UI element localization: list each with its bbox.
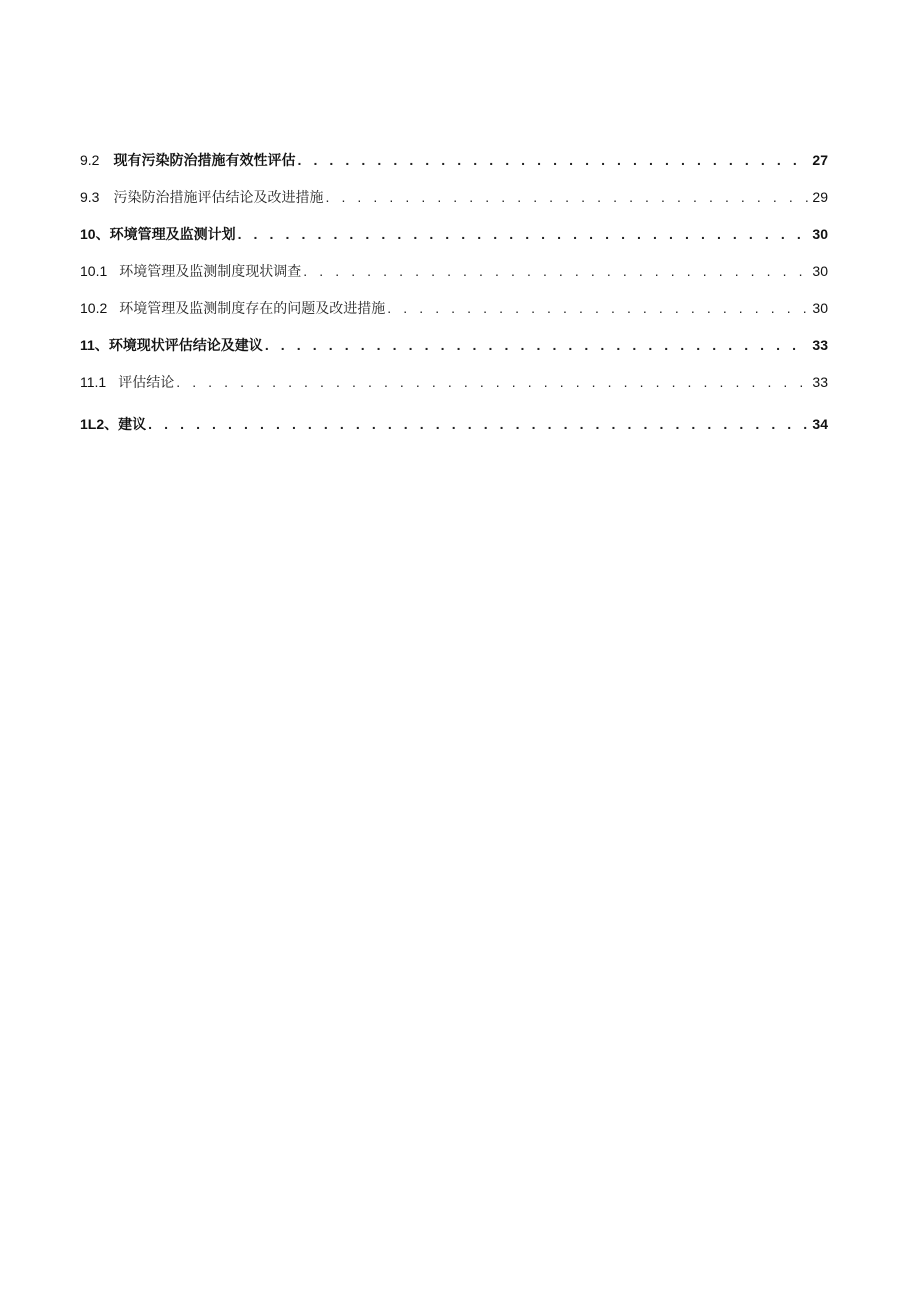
toc-entry-page: 33 [812, 337, 828, 353]
toc-entry-number: 9.3 [80, 189, 100, 205]
toc-entry-9-2[interactable] [80, 149, 828, 171]
toc-entry-number: 10、 [80, 226, 110, 242]
toc-entry-9-3[interactable] [80, 186, 828, 208]
table-of-contents [80, 149, 828, 435]
toc-entry-11-1[interactable] [80, 371, 828, 393]
toc-dot-leader [176, 371, 809, 393]
toc-entry-10[interactable] [80, 223, 828, 245]
toc-entry-title: 污染防治措施评估结论及改进措施 [113, 190, 324, 206]
toc-dot-leader [148, 413, 809, 435]
toc-entry-title: 环境管理及监测计划 [109, 227, 236, 243]
toc-entry-title: 环境管理及监测制度现状调查 [119, 264, 302, 280]
toc-entry-page: 30 [812, 263, 828, 279]
toc-entry-title: 环境管理及监测制度存在的问题及改进措施 [119, 301, 386, 317]
toc-entry-page: 30 [812, 300, 828, 316]
toc-entry-number: 9.2 [80, 152, 100, 168]
toc-entry-number: 10.1 [80, 263, 108, 279]
toc-entry-11[interactable] [80, 334, 828, 356]
toc-dot-leader [265, 334, 810, 356]
toc-entry-10-2[interactable] [80, 297, 828, 319]
toc-entry-11-2[interactable] [80, 413, 828, 435]
toc-dot-leader [238, 223, 810, 245]
toc-dot-leader [387, 297, 809, 319]
toc-entry-title: 环境现状评估结论及建议 [108, 338, 263, 354]
toc-entry-title: 现有污染防治措施有效性评估 [113, 153, 296, 169]
toc-entry-10-1[interactable] [80, 260, 828, 282]
toc-entry-page: 33 [812, 374, 828, 390]
toc-entry-title: 评估结论 [118, 375, 175, 391]
toc-entry-number: 11.1 [80, 374, 107, 390]
toc-entry-page: 30 [812, 226, 828, 242]
toc-entry-page: 27 [812, 152, 828, 168]
toc-entry-page: 29 [812, 189, 828, 205]
toc-dot-leader [303, 260, 809, 282]
toc-entry-page: 34 [812, 416, 828, 432]
toc-entry-title: 建议 [118, 417, 147, 433]
toc-entry-number: 10.2 [80, 300, 108, 316]
toc-entry-number: 11、 [80, 337, 109, 353]
toc-entry-number: 1L2、 [80, 416, 119, 432]
toc-dot-leader [325, 186, 809, 208]
toc-dot-leader [297, 149, 809, 171]
